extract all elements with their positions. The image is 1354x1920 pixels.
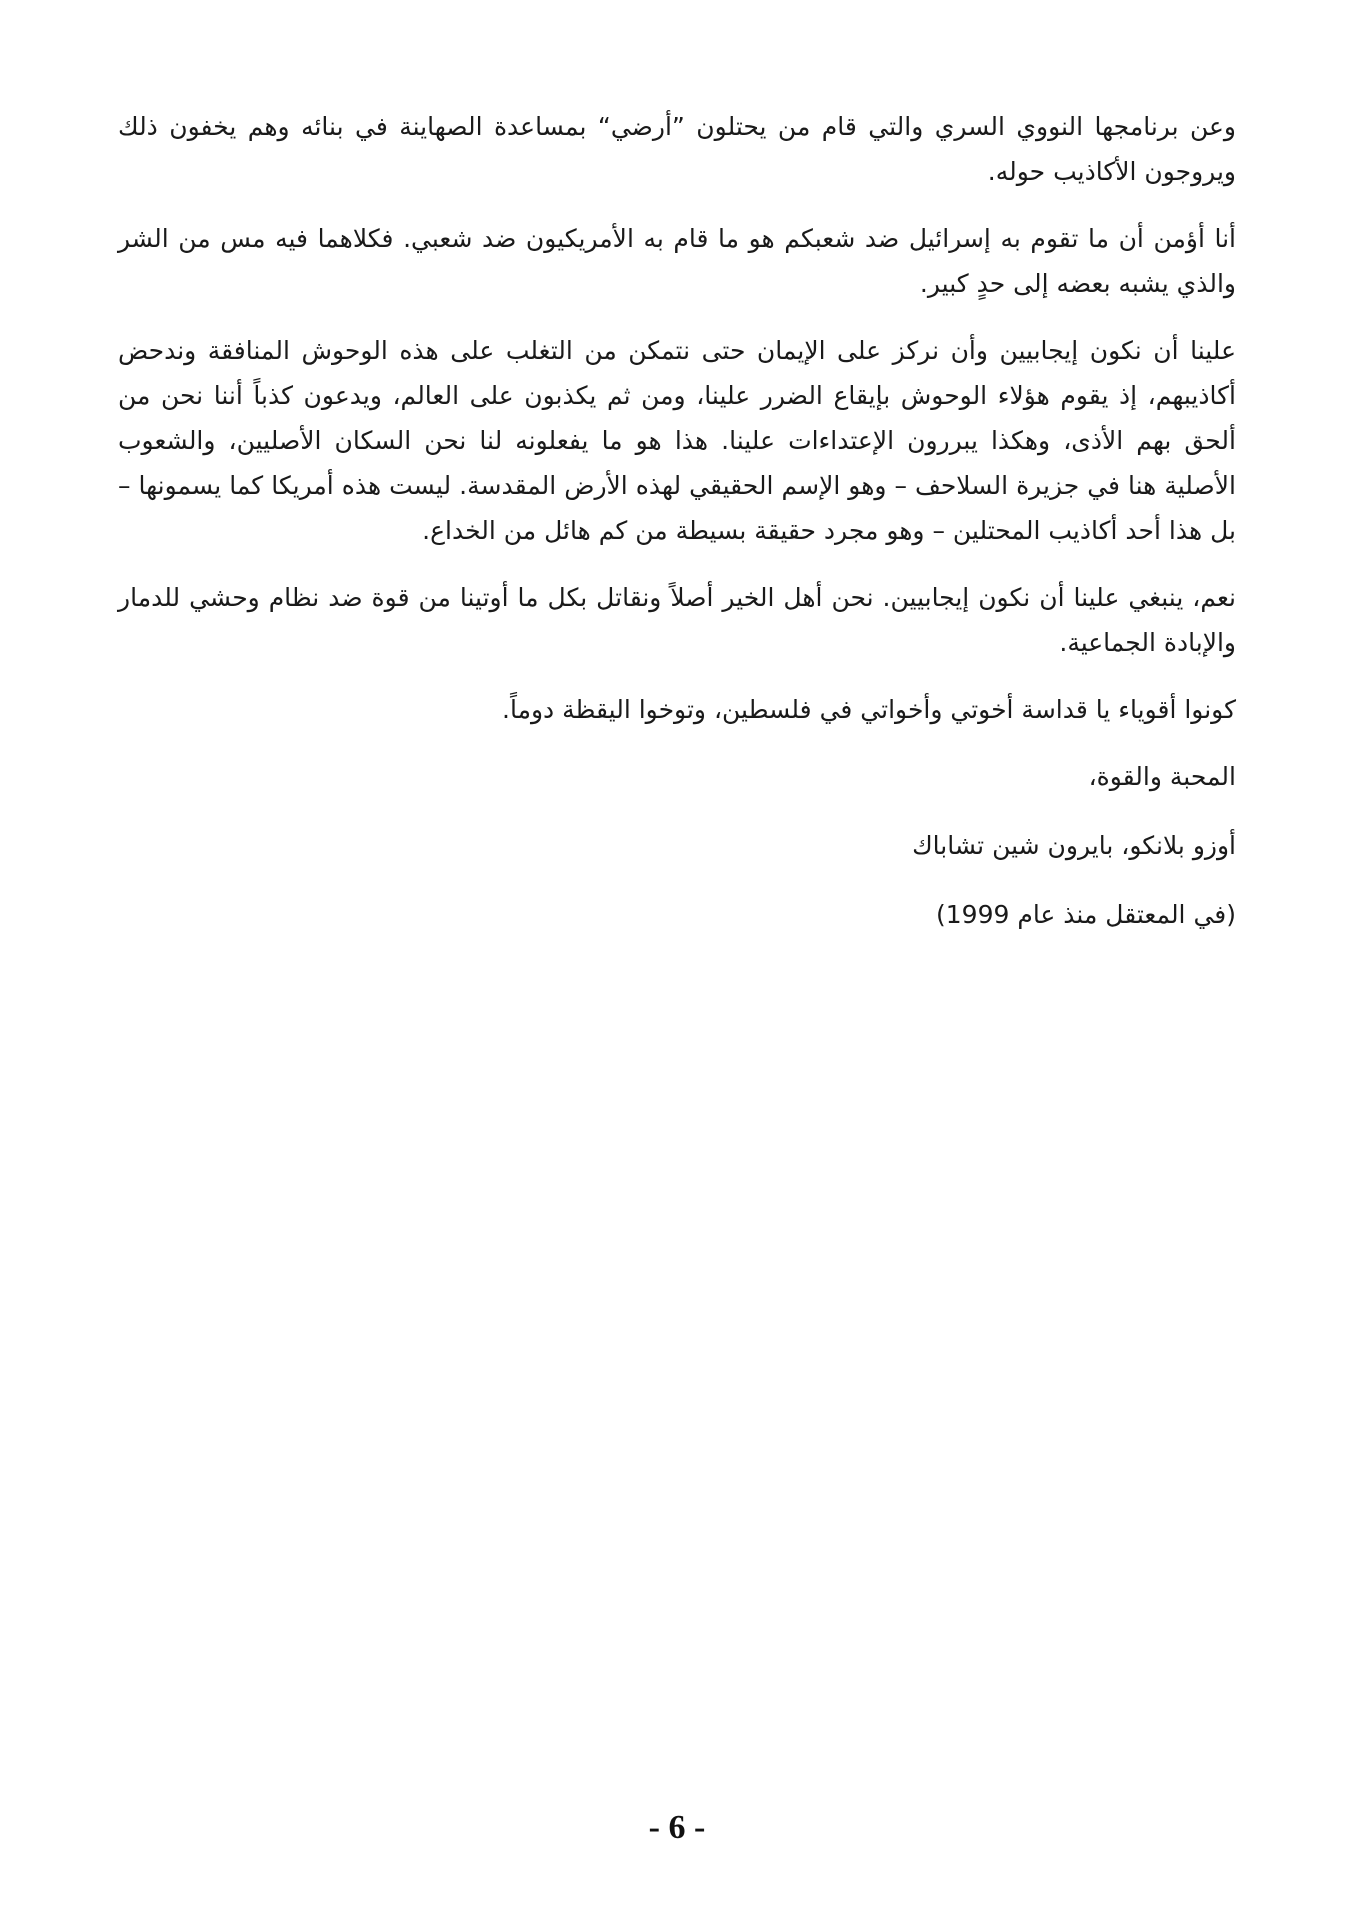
paragraph-be-positive: علينا أن نكون إيجابيين وأن نركز على الإيمان حتى نتمكن من التغلب على هذه الوحوش المنافقة وندحض أكاذيبهم، إذ يقوم هؤلاء الوحوش بإيقاع الضرر علينا، ومن ثم يكذبون على العالم، ويدعون كذباً أننا نحن من ألحق بهم الأذى، وهكذا يبررون الإعتداءات علينا. هذا هو ما يفعلونه لنا نحن السكان الأصليين، والشعوب الأصلية هنا في جزيرة السلاحف – وهو الإسم الحقيقي لهذه الأرض المقدسة. ليست هذه أمريكا كما يسمونها – بل هذا أحد أكاذيب المحتلين – وهو مجرد حقيقة بسيطة من كم هائل من الخداع.	[118, 336, 1236, 545]
paragraph-people-of-good: نعم، ينبغي علينا أن نكون إيجابيين. نحن أهل الخير أصلاً ونقاتل بكل ما أوتينا من قوة ضد نظام وحشي للدمار والإبادة الجماعية.	[118, 583, 1236, 657]
letter-closing	[118, 754, 1236, 937]
letter-body	[118, 104, 1236, 961]
paragraph-be-strong: كونوا أقوياء يا قداسة أخوتي وأخواتي في فلسطين، وتوخوا اليقظة دوماً.	[502, 695, 1236, 724]
paragraph-belief: أنا أؤمن أن ما تقوم به إسرائيل ضد شعبكم هو ما قام به الأمريكيون ضد شعبي. فكلاهما فيه مس من الشر والذي يشبه بعضه إلى حدٍ كبير.	[118, 224, 1236, 298]
closing-salutation: المحبة والقوة،	[1088, 762, 1236, 791]
imprisonment-note: (في المعتقل منذ عام 1999)	[936, 900, 1236, 929]
signature: أوزو بلانكو، بايرون شين تشاباك	[912, 831, 1236, 860]
paragraph-nuclear-program: وعن برنامجها النووي السري والتي قام من يحتلون ”أرضي“ بمساعدة الصهاينة في بنائه وهم يخفون ذلك ويروجون الأكاذيب حوله.	[118, 112, 1236, 186]
page-number: - 6 -	[648, 1809, 706, 1846]
